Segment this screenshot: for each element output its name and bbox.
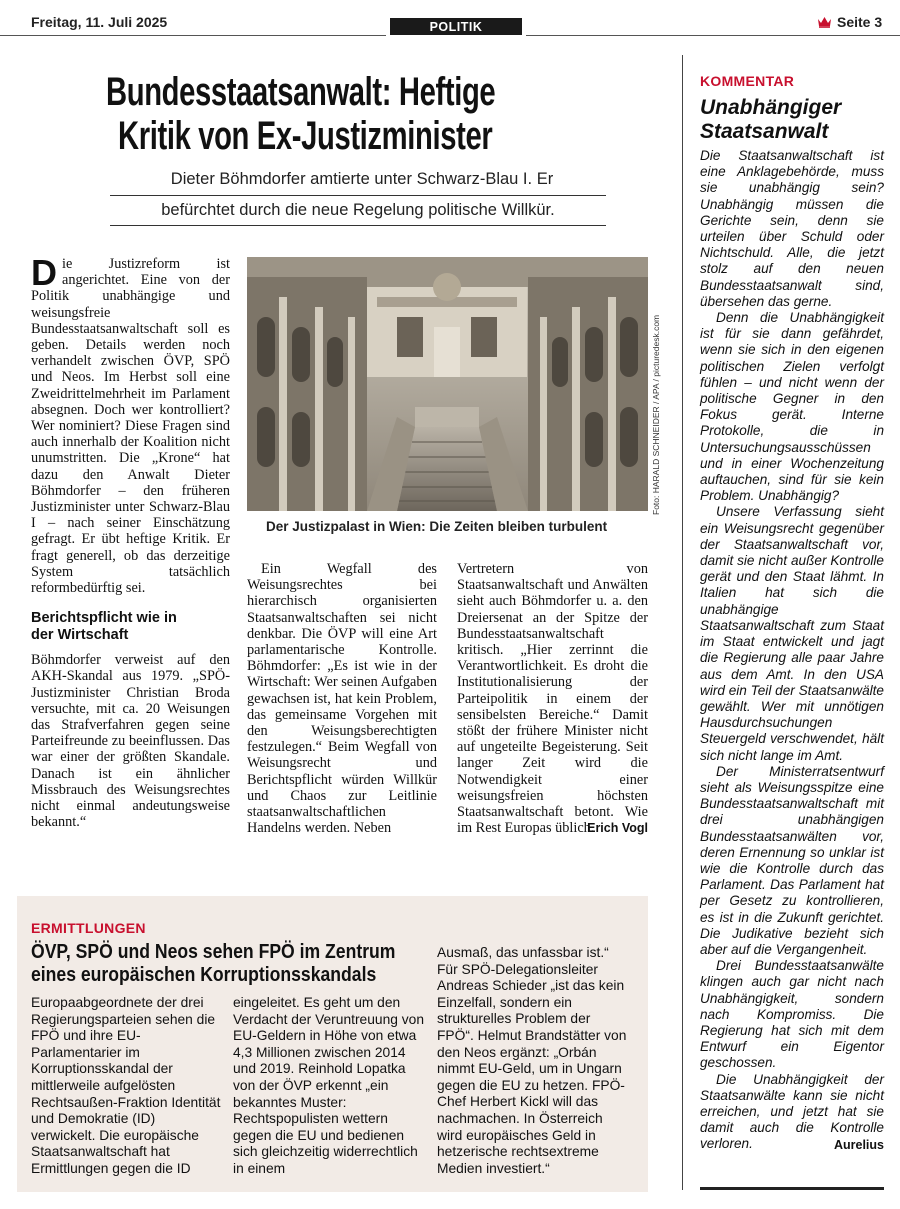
headline-line-2: Kritik von Ex-Justizminister bbox=[118, 114, 493, 158]
article-text-akh: Böhmdorfer verweist auf den AKH-Skandal aus 1979. „SPÖ-Justizminister Christian Broda versuchte, mit ca. 20 Weisungen das Strafverfahren gegen seine Parteifreunde zu beeinflussen. Das war einer der größten Skandale. Danach ist ein ähnlicher Missbrauch des Weisungsrechtes nicht einmal andeutungsweise bekannt.“ bbox=[31, 652, 230, 831]
subhead-rule-2 bbox=[110, 225, 606, 226]
headline-line-1: Bundesstaatsanwalt: Heftige bbox=[106, 70, 496, 114]
ermittlungen-headline-1: ÖVP, SPÖ und Neos sehen FPÖ im Zentrum bbox=[31, 941, 396, 963]
sidebar-rule bbox=[682, 55, 683, 1190]
article-intro-text: ie Justizreform ist angerichtet. Eine von der Politik unabhängige und weisungsfreie Bundesstaatsanwaltschaft soll es geben. Details werden noch verhandelt zwischen ÖVP, SPÖ und Neos. Im Herbst soll eine Zweidrittelmehrheit im Parlament absegnen. Doch wer kontrolliert? Wer nominiert? Diese Fragen sind auch innerhalb der Koalition nicht unumstritten. Die „Krone“ hat dazu den Anwalt Dieter Böhmdorfer – den früheren Justizminister unter Schwarz-Blau I – nach seiner Einschätzung gefragt. Er übt heftige Kritik. Er fragt generell, ob das derzeitige System tatsächlich reformbedürftig sei. bbox=[31, 256, 230, 597]
article-text-col2: Ein Wegfall des Weisungsrechtes bei hierarchisch organisierten Staatsanwaltschaften sei nicht denkbar. Die ÖVP will eine Art parlamentarische Kontrolle. Böhmdorfer: „Es ist wie in der Wirtschaft: Wer seinen Aufgaben gewachsen ist, hat kein Problem, das gemeinsame Vorgehen mit den Weisungsberechtigten festzulegen.“ Beim Wegfall von Weisungsrecht und Berichtspflicht würden Willkür und Chaos zur Leitlinie staatsanwaltschaftlichen Handelns werden. Neben bbox=[247, 561, 437, 837]
ermittlungen-column-2: eingeleitet. Es geht um den Verdacht der Veruntreuung von EU-Geldern in Höhe von etwa 4,3 Millionen zwischen 2014 und 2019. Reinhold Lopatka von der ÖVP erkennt „ein bekanntes Muster: Rechtspopulisten wettern gegen die EU und bedienen sich gleichzeitig widerrechtlich in einem bbox=[233, 995, 424, 1176]
photo-caption: Der Justizpalast in Wien: Die Zeiten bleiben turbulent bbox=[266, 519, 608, 534]
article-column-2 bbox=[247, 561, 437, 836]
section-label: POLITIK bbox=[390, 18, 522, 35]
ermittlungen-column-3: Ausmaß, das unfassbar ist.“ Für SPÖ-Delegationsleiter Andreas Schieder „ist das kein Einzelfall, sondern ein strukturelles Problem der FPÖ“. Helmut Brandstätter von den Neos ergänzt: „Orbán nimmt EU-Geld, um in Ungarn gegen die EU zu hetzen. FPÖ-Chef Herbert Kickl will das nachmachen. In Österreich wird europäisches Geld in hetzerische rechtsextreme Medien investiert.“ bbox=[437, 945, 627, 1176]
kommentar-bottom-rule bbox=[700, 1187, 884, 1190]
header-rule-left bbox=[0, 35, 386, 36]
subhead-rule-1 bbox=[110, 195, 606, 196]
kommentar-paragraph-6: Die Unabhängigkeit der Staatsanwälte kann sie nicht erreichen, und jetzt hat sie damit auch die Kontrolle verloren. bbox=[700, 1071, 884, 1152]
ermittlungen-headline-2: eines europäischen Korruptionsskandals bbox=[31, 964, 377, 986]
article-column-3 bbox=[457, 561, 648, 837]
ermittlungen-kicker: ERMITTLUNGEN bbox=[31, 920, 146, 936]
kommentar-paragraph-1: Die Staatsanwaltschaft ist eine Anklagebehörde, muss sie unabhängig sein? Unabhängig müssen die Gerichte sein, denn sie urteilen über Schuld oder Nichtschuld. Alle, die jetzt stolz auf den neuen Bundesstaatsanwalt sind, übersehen das gerne. bbox=[700, 148, 884, 309]
kommentar-paragraph-5: Drei Bundesstaatsanwälte klingen auch gar nicht nach Unabhängigkeit, sondern nach Kompromiss. Die Regierung hat sich mit dem Entwurf ein Eigentor geschossen. bbox=[700, 958, 884, 1071]
kommentar-kicker: KOMMENTAR bbox=[700, 73, 795, 89]
kommentar-title-line-2: Staatsanwalt bbox=[700, 120, 829, 143]
drop-cap: D bbox=[31, 252, 57, 293]
article-text-col3: Vertretern von Staatsanwaltschaft und Anwälten sieht auch Böhmdorfer u. a. den Dreiersenat an der Spitze der Bundesstaatsanwaltschaft kritisch. „Hier zerrinnt die Verantwortlichkeit. Es droht die Institutionalisierung der Parteipolitik in einem der sensibelsten Bereiche.“ Damit stößt der frühere Minister nicht auf ungeteilte Begeisterung. Seit langer Zeit wird die Notwendigkeit einer weisungsfreien höchsten Staatsanwaltschaft betont. Wie im Rest Europas üblich. bbox=[457, 561, 648, 837]
page-number: Seite 3 bbox=[837, 14, 883, 30]
ermittlungen-column-1: Europaabgeordnete der drei Regierungsparteien sehen die FPÖ und ihre EU-Parlamentarier im Korruptionsskandal der mittlerweile aufgelösten Rechtsaußen-Fraktion Identität und Demokratie (ID) verwickelt. Die europäische Staatsanwaltschaft hat Ermittlungen gegen die ID bbox=[31, 995, 221, 1176]
kommentar-paragraph-2: Denn die Unabhängigkeit ist für sie dann gefährdet, wenn sie sich in den eigenen politischen Zielen verfolgt fühlen – und nicht wenn der politische Gegner in den Fokus gerät. Interne Protokolle, die in Untersuchungsausschüssen und in einer Wochenzeitung auftauchen, sind für sie kein Problem. Unabhängig? bbox=[700, 310, 884, 504]
kommentar-paragraph-3: Unsere Verfassung sieht ein Weisungsrecht gegenüber der Staatsanwaltschaft vor, damit sie nicht außer Kontrolle gerät und den Staat lähmt. In Italien hat sich die unabhängige Staatsanwaltschaft zum Staat im Staat entwickelt und jagt die Regierung alle paar Jahre aus dem Amt. In den USA wird ein Teil der Staatsanwälte gewählt. Wer mit unnötigen Hausdurchsuchungen Steuergeld verschwendet, hält sich nicht lange im Amt. bbox=[700, 504, 884, 763]
justizpalast-photo bbox=[247, 257, 648, 511]
subheadline-line-1: Dieter Böhmdorfer amtierte unter Schwarz-Blau I. Er bbox=[170, 170, 554, 188]
issue-date: Freitag, 11. Juli 2025 bbox=[31, 14, 168, 30]
photo-credit: Foto: HARALD SCHNEIDER / APA / picturedesk.com bbox=[651, 314, 661, 515]
article-column-1 bbox=[31, 252, 230, 831]
kommentar-author: Aurelius bbox=[833, 1137, 884, 1152]
article-author: Erich Vogl bbox=[587, 821, 648, 836]
kommentar-paragraph-4: Der Ministerratsentwurf sieht als Weisungsspitze eine Bundesstaatsanwaltschaft mit drei unabhängigen Bundesstaatsanwälten vor, deren Ernennung so unklar ist wie die Kontrolle durch das Parlament. Das Parlament hat per Gesetz zu kontrollieren, es ist in die Zukunft gerichtet. Die Judikative bezieht sich aber auf die Vergangenheit. bbox=[700, 763, 884, 957]
kommentar-title-line-1: Unabhängiger bbox=[700, 96, 842, 119]
header-rule-right bbox=[526, 35, 900, 36]
subheadline-line-2: befürchtet durch die neue Regelung politische Willkür. bbox=[161, 201, 555, 219]
crown-icon bbox=[817, 15, 832, 28]
kommentar-body bbox=[700, 148, 884, 1153]
article-subheading: Berichtspflicht wie in der Wirtschaft bbox=[31, 610, 177, 644]
